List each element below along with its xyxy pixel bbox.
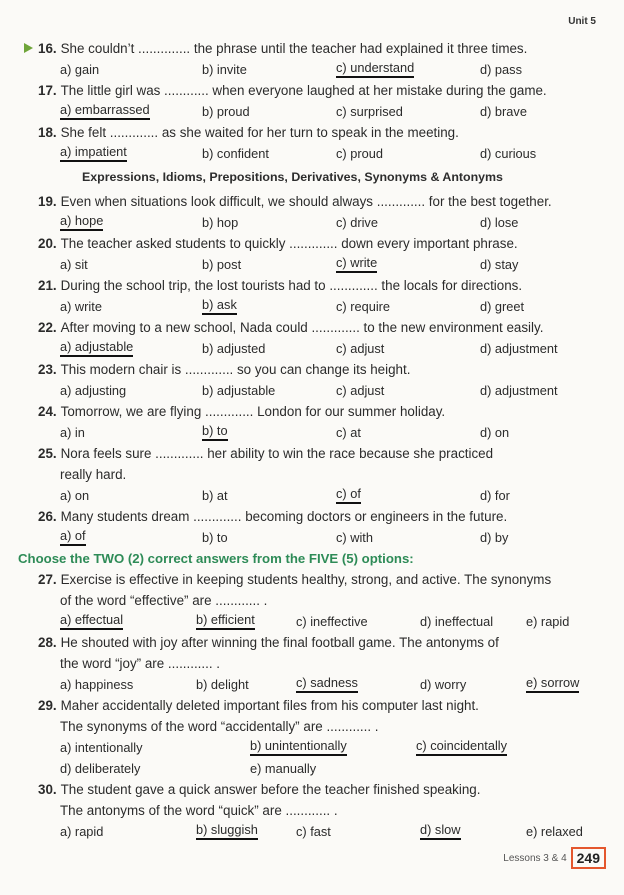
option-b[interactable]: b) ask (202, 296, 237, 315)
question-line (38, 275, 610, 296)
options-row (38, 338, 610, 359)
option-e[interactable]: e) manually (250, 761, 317, 776)
option-c[interactable]: c) of (336, 485, 361, 504)
option-c[interactable]: c) adjust (336, 341, 385, 356)
question-line (38, 506, 610, 527)
option-c[interactable]: c) sadness (296, 674, 358, 693)
options-row (38, 527, 610, 548)
option-c[interactable]: c) require (336, 299, 391, 314)
question-19 (38, 191, 610, 233)
choose-instruction: Choose the TWO (2) correct answers from the FIVE (5) options: (18, 551, 414, 566)
option-a[interactable]: a) sit (60, 257, 88, 272)
question-text: She felt ............. as she waited for her turn to speak in the meeting. (60, 125, 459, 140)
option-c[interactable]: c) ineffective (296, 614, 368, 629)
question-line (38, 80, 610, 101)
option-d[interactable]: d) brave (480, 104, 527, 119)
arrow-icon (24, 43, 33, 53)
option-a[interactable]: a) adjusting (60, 383, 127, 398)
options-row (38, 674, 610, 695)
question-line (38, 317, 610, 338)
question-text: Many students dream ............. becoming doctors or engineers in the future. (60, 509, 508, 524)
question-line (38, 233, 610, 254)
question-30 (38, 779, 610, 842)
question-number: 25. (38, 446, 57, 461)
option-a[interactable]: a) on (60, 488, 90, 503)
option-b[interactable]: b) proud (202, 104, 250, 119)
option-c[interactable]: c) adjust (336, 383, 385, 398)
question-text: During the school trip, the lost tourists had to ............. the locals for directions. (60, 278, 523, 293)
option-d[interactable]: d) stay (480, 257, 519, 272)
question-line (38, 443, 610, 464)
unit-label: Unit 5 (568, 16, 596, 27)
option-a[interactable]: a) of (60, 527, 86, 546)
option-b[interactable]: b) unintentionally (250, 737, 347, 756)
options-row (38, 611, 610, 632)
question-26 (38, 506, 610, 548)
question-text: Exercise is effective in keeping students healthy, strong, and active. The synonyms (60, 572, 552, 587)
option-d[interactable]: d) adjustment (480, 341, 558, 356)
option-d[interactable]: d) adjustment (480, 383, 558, 398)
option-a[interactable]: a) intentionally (60, 740, 143, 755)
question-line (38, 122, 610, 143)
options-row (38, 737, 610, 779)
option-b[interactable]: b) hop (202, 215, 239, 230)
question-line (38, 191, 610, 212)
option-a[interactable]: a) hope (60, 212, 103, 231)
question-25 (38, 443, 610, 506)
options-row (38, 380, 610, 401)
option-d[interactable]: d) worry (420, 677, 467, 692)
option-a[interactable]: a) impatient (60, 143, 127, 162)
question-number: 23. (38, 362, 57, 377)
option-e[interactable]: e) rapid (526, 614, 570, 629)
option-d[interactable]: d) by (480, 530, 509, 545)
question-line (38, 569, 610, 590)
option-a[interactable]: a) in (60, 425, 85, 440)
option-d[interactable]: d) slow (420, 821, 461, 840)
question-text: Tomorrow, we are flying ............. London for our summer holiday. (60, 404, 446, 419)
option-c[interactable]: c) drive (336, 215, 378, 230)
option-b[interactable]: b) adjustable (202, 383, 276, 398)
question-number: 16. (38, 41, 57, 56)
option-e[interactable]: e) sorrow (526, 674, 579, 693)
question-line (38, 695, 610, 716)
option-d[interactable]: d) deliberately (60, 761, 141, 776)
option-a[interactable]: a) effectual (60, 611, 123, 630)
question-text: Maher accidentally deleted important files from his computer last night. (60, 698, 479, 713)
question-number: 18. (38, 125, 57, 140)
option-b[interactable]: b) to (202, 422, 228, 441)
question-line (38, 464, 610, 485)
option-d[interactable]: d) pass (480, 62, 522, 77)
question-line (38, 359, 610, 380)
options-row (38, 821, 610, 842)
question-line (38, 800, 610, 821)
question-18 (38, 122, 610, 164)
question-line (38, 632, 610, 653)
question-number: 19. (38, 194, 57, 209)
question-line (38, 590, 610, 611)
option-d[interactable]: d) ineffectual (420, 614, 494, 629)
question-text: the word “joy” are ............ . (60, 656, 220, 671)
question-text: The student gave a quick answer before the teacher finished speaking. (60, 782, 481, 797)
question-text: She couldn’t .............. the phrase until the teacher had explained it three times. (60, 41, 528, 56)
option-b[interactable]: b) confident (202, 146, 269, 161)
question-21 (38, 275, 610, 317)
question-line (38, 779, 610, 800)
question-23 (38, 359, 610, 401)
options-row (38, 422, 610, 443)
option-c[interactable]: c) with (336, 530, 373, 545)
question-text: After moving to a new school, Nada could ............. to the new environment easily. (60, 320, 544, 335)
question-29 (38, 695, 610, 779)
question-text: This modern chair is ............. so you can change its height. (60, 362, 411, 377)
option-c[interactable]: c) coincidentally (416, 737, 507, 756)
question-text: The teacher asked students to quickly ............. down every important phrase. (60, 236, 518, 251)
question-number: 26. (38, 509, 57, 524)
option-a[interactable]: a) happiness (60, 677, 134, 692)
option-d[interactable]: d) for (480, 488, 510, 503)
options-row (38, 212, 610, 233)
page-number: 249 (571, 847, 606, 869)
option-d[interactable]: d) lose (480, 215, 519, 230)
question-20 (38, 233, 610, 275)
question-text: The little girl was ............ when everyone laughed at her mistake during the game. (60, 83, 547, 98)
question-16 (38, 38, 610, 80)
option-b[interactable]: b) at (202, 488, 228, 503)
question-number: 20. (38, 236, 57, 251)
option-a[interactable]: a) rapid (60, 824, 104, 839)
question-text: He shouted with joy after winning the final football game. The antonyms of (60, 635, 499, 650)
options-row (38, 296, 610, 317)
question-number: 29. (38, 698, 57, 713)
question-text: The synonyms of the word “accidentally” are ............ . (60, 719, 379, 734)
option-c[interactable]: c) understand (336, 59, 414, 78)
option-c[interactable]: c) write (336, 254, 377, 273)
question-text: Nora feels sure ............. her ability to win the race because she practiced (60, 446, 494, 461)
question-text: Even when situations look difficult, we should always ............. for the best together. (60, 194, 552, 209)
question-number: 30. (38, 782, 57, 797)
option-d[interactable]: d) on (480, 425, 510, 440)
question-line (38, 716, 610, 737)
option-b[interactable]: b) adjusted (202, 341, 266, 356)
option-c[interactable]: c) at (336, 425, 361, 440)
question-17 (38, 80, 610, 122)
option-e[interactable]: e) relaxed (526, 824, 583, 839)
options-row (38, 254, 610, 275)
question-text: really hard. (60, 467, 127, 482)
option-b[interactable]: b) sluggish (196, 821, 258, 840)
question-22 (38, 317, 610, 359)
question-24 (38, 401, 610, 443)
lessons-label: Lessons 3 & 4 (503, 852, 567, 864)
option-b[interactable]: b) invite (202, 62, 247, 77)
question-28 (38, 632, 610, 695)
options-row (38, 485, 610, 506)
option-c[interactable]: c) proud (336, 146, 383, 161)
options-row (38, 143, 610, 164)
option-a[interactable]: a) gain (60, 62, 100, 77)
question-number: 21. (38, 278, 57, 293)
option-c[interactable]: c) fast (296, 824, 331, 839)
option-b[interactable]: b) delight (196, 677, 249, 692)
question-line (38, 401, 610, 422)
options-row (38, 59, 610, 80)
question-number: 27. (38, 572, 57, 587)
option-b[interactable]: b) post (202, 257, 242, 272)
option-a[interactable]: a) adjustable (60, 338, 133, 357)
worksheet (18, 38, 610, 842)
options-row (38, 101, 610, 122)
question-number: 17. (38, 83, 57, 98)
question-text: of the word “effective” are ............ . (60, 593, 268, 608)
option-d[interactable]: d) greet (480, 299, 525, 314)
question-text: The antonyms of the word “quick” are ............ . (60, 803, 338, 818)
page-footer (503, 847, 606, 869)
option-b[interactable]: b) efficient (196, 611, 255, 630)
question-number: 22. (38, 320, 57, 335)
question-line (38, 653, 610, 674)
section-heading: Expressions, Idioms, Prepositions, Derivatives, Synonyms & Antonyms (82, 170, 503, 184)
question-number: 28. (38, 635, 57, 650)
option-d[interactable]: d) curious (480, 146, 537, 161)
option-a[interactable]: a) embarrassed (60, 101, 150, 120)
option-b[interactable]: b) to (202, 530, 228, 545)
question-27 (38, 569, 610, 632)
question-line (38, 38, 610, 59)
option-a[interactable]: a) write (60, 299, 102, 314)
option-c[interactable]: c) surprised (336, 104, 403, 119)
question-number: 24. (38, 404, 57, 419)
